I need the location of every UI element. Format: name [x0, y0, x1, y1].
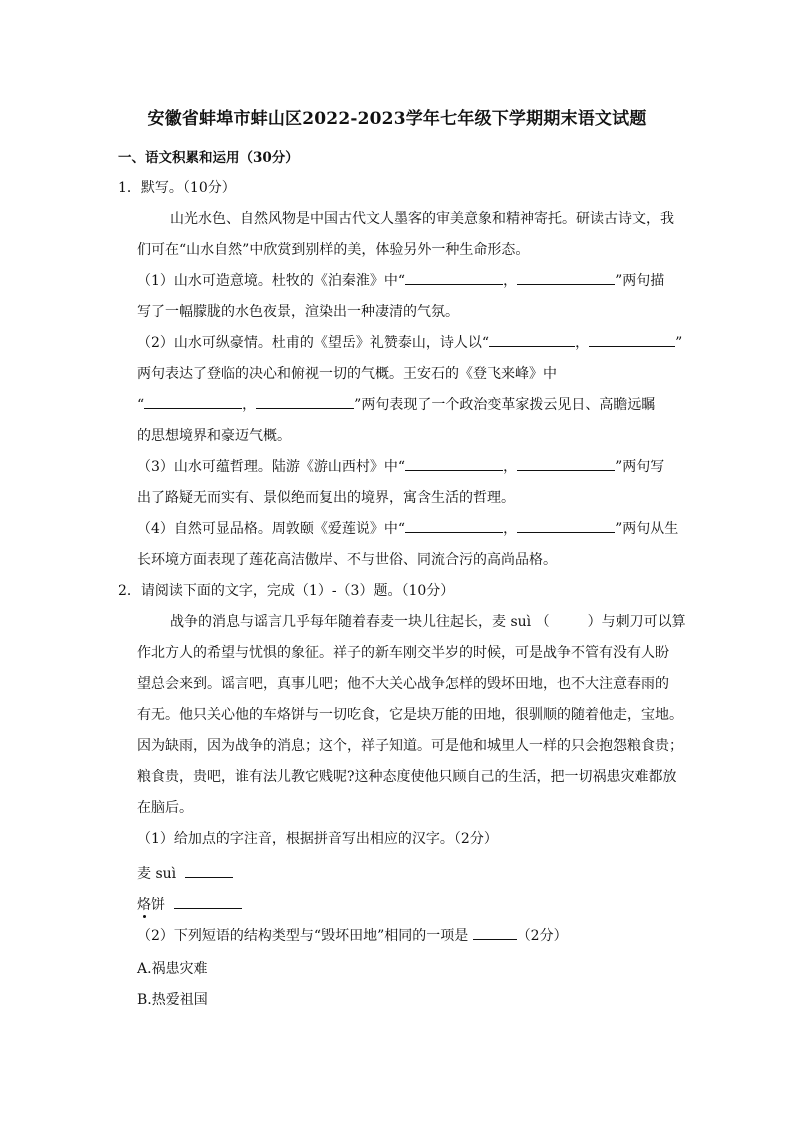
answer-blank-sui-char[interactable]	[185, 863, 233, 878]
exam-title: 安徽省蚌埠市蚌山区2022-2023学年七年级下学期期末语文试题	[147, 109, 647, 129]
sub2-score: （2分）	[516, 928, 568, 944]
answer-blank-4a[interactable]	[405, 518, 503, 533]
comma: ，	[503, 521, 518, 537]
comma: ，	[503, 273, 518, 289]
answer-blank-2a[interactable]	[489, 332, 575, 347]
answer-blank-sub2[interactable]	[473, 925, 517, 940]
comma: ，	[503, 459, 518, 475]
item-label: 饼	[151, 897, 165, 913]
comma: ，	[575, 335, 590, 351]
answer-blank-1b[interactable]	[517, 270, 615, 285]
answer-blank-sui[interactable]	[550, 612, 588, 626]
q1-part-2-line-4: 的思想境界和豪迈气概。	[137, 428, 291, 444]
section-heading: 一、语文积累和运用（30分）	[118, 150, 299, 166]
answer-blank-4b[interactable]	[517, 518, 615, 533]
answer-blank-2c[interactable]	[144, 394, 242, 409]
q2-passage-line-3: 望总会来到。谣言吧，真事儿吧；他不大关心战争怎样的毁坏田地，也不大注意春雨的	[137, 676, 669, 692]
q1-part-2-prompt: （2）山水可纵豪情。杜甫的《望岳》礼赞泰山，诗人以“	[137, 335, 490, 351]
answer-blank-lao-pinyin[interactable]	[174, 894, 242, 909]
question-2-stem: 2．请阅读下面的文字，完成（1）-（3）题。（10分）	[118, 583, 455, 599]
comma: ，	[242, 397, 257, 413]
open-quote: “	[137, 397, 145, 413]
q1-part-3-prompt: （3）山水可蕴哲理。陆游《游山西村》中“	[137, 459, 406, 475]
question-1-stem: 1．默写。（10分）	[118, 180, 236, 196]
sub2-prompt: （2）下列短语的结构类型与“毁坏田地”相同的一项是	[137, 928, 469, 944]
close-quote: ”	[675, 335, 683, 351]
q1-part-2-suffix: ”两句表现了一个政治变革家拨云见日、高瞻远瞩	[354, 397, 656, 413]
q2-passage-line-1	[170, 611, 686, 631]
answer-blank-3a[interactable]	[405, 456, 503, 471]
q1-part-4-suffix: ”两句从生	[615, 521, 679, 537]
q2-passage-line-4: 有无。他只关心他的车烙饼与一切吃食，它是块万能的田地，很驯顺的随着他走，宝地。	[137, 707, 683, 723]
q2-passage-line-7: 在脑后。	[137, 800, 193, 816]
q2-sub1-item-2	[137, 894, 242, 914]
q2-passage-line-6: 粮食贵，贵吧，谁有法儿教它贱呢?这种态度使他只顾自己的生活，把一切祸患灾难都放	[137, 769, 677, 785]
q1-intro-line-2: 们可在“山水自然”中欣赏到别样的美，体验另外一种生命形态。	[137, 242, 530, 258]
item-label: 麦 suì	[137, 866, 177, 882]
answer-blank-1a[interactable]	[405, 270, 503, 285]
answer-blank-3b[interactable]	[517, 456, 615, 471]
q1-part-4-prompt: （4）自然可显品格。周敦颐《爱莲说》中“	[137, 521, 406, 537]
q1-intro-line-1: 山光水色、自然风物是中国古代文人墨客的审美意象和精神寄托。研读古诗文，我	[170, 211, 674, 227]
passage-text: 战争的消息与谣言几乎每年随着春麦一块儿往起长，麦 suì （	[170, 614, 550, 630]
q2-sub-question-2	[137, 925, 568, 945]
q2-sub1-item-1	[137, 863, 233, 883]
q1-part-1-prompt: （1）山水可造意境。杜牧的《泊秦淮》中“	[137, 273, 406, 289]
q1-part-1	[137, 270, 664, 290]
q2-passage-line-2: 作北方人的希望与忧惧的象征。祥子的新车刚交半岁的时候，可是战争不管有没有人盼	[137, 645, 669, 661]
q1-part-3-line-2: 出了路疑无而实有、景似绝而复出的境界，寓含生活的哲理。	[137, 490, 515, 506]
q1-part-2-line-2: 两句表达了登临的决心和俯视一切的气概。王安石的《登飞来峰》中	[137, 366, 557, 382]
q1-part-3-suffix: ”两句写	[615, 459, 665, 475]
q1-part-1-suffix: ”两句描	[615, 273, 665, 289]
q1-part-3	[137, 456, 664, 476]
option-a: A.祸患灾难	[137, 961, 208, 977]
q1-part-4	[137, 518, 678, 538]
dotted-char-lao: 烙	[137, 894, 151, 914]
answer-blank-2d[interactable]	[256, 394, 354, 409]
passage-text: ）与刺刀可以算	[587, 614, 686, 630]
q1-part-4-line-2: 长环境方面表现了莲花高洁傲岸、不与世俗、同流合污的高尚品格。	[137, 552, 557, 568]
answer-blank-2b[interactable]	[589, 332, 675, 347]
option-b: B.热爱祖国	[137, 992, 208, 1008]
q1-part-2	[137, 332, 682, 352]
q2-sub-question-1: （1）给加点的字注音，根据拼音写出相应的汉字。（2分）	[137, 831, 498, 847]
q1-part-2-line-3	[137, 394, 655, 414]
q1-part-1-line-2: 写了一幅朦胧的水色夜景，渲染出一种凄清的气氛。	[137, 304, 459, 320]
q2-passage-line-5: 因为缺雨，因为战争的消息；这个，祥子知道。可是他和城里人一样的只会抱怨粮食贵；	[137, 738, 683, 754]
